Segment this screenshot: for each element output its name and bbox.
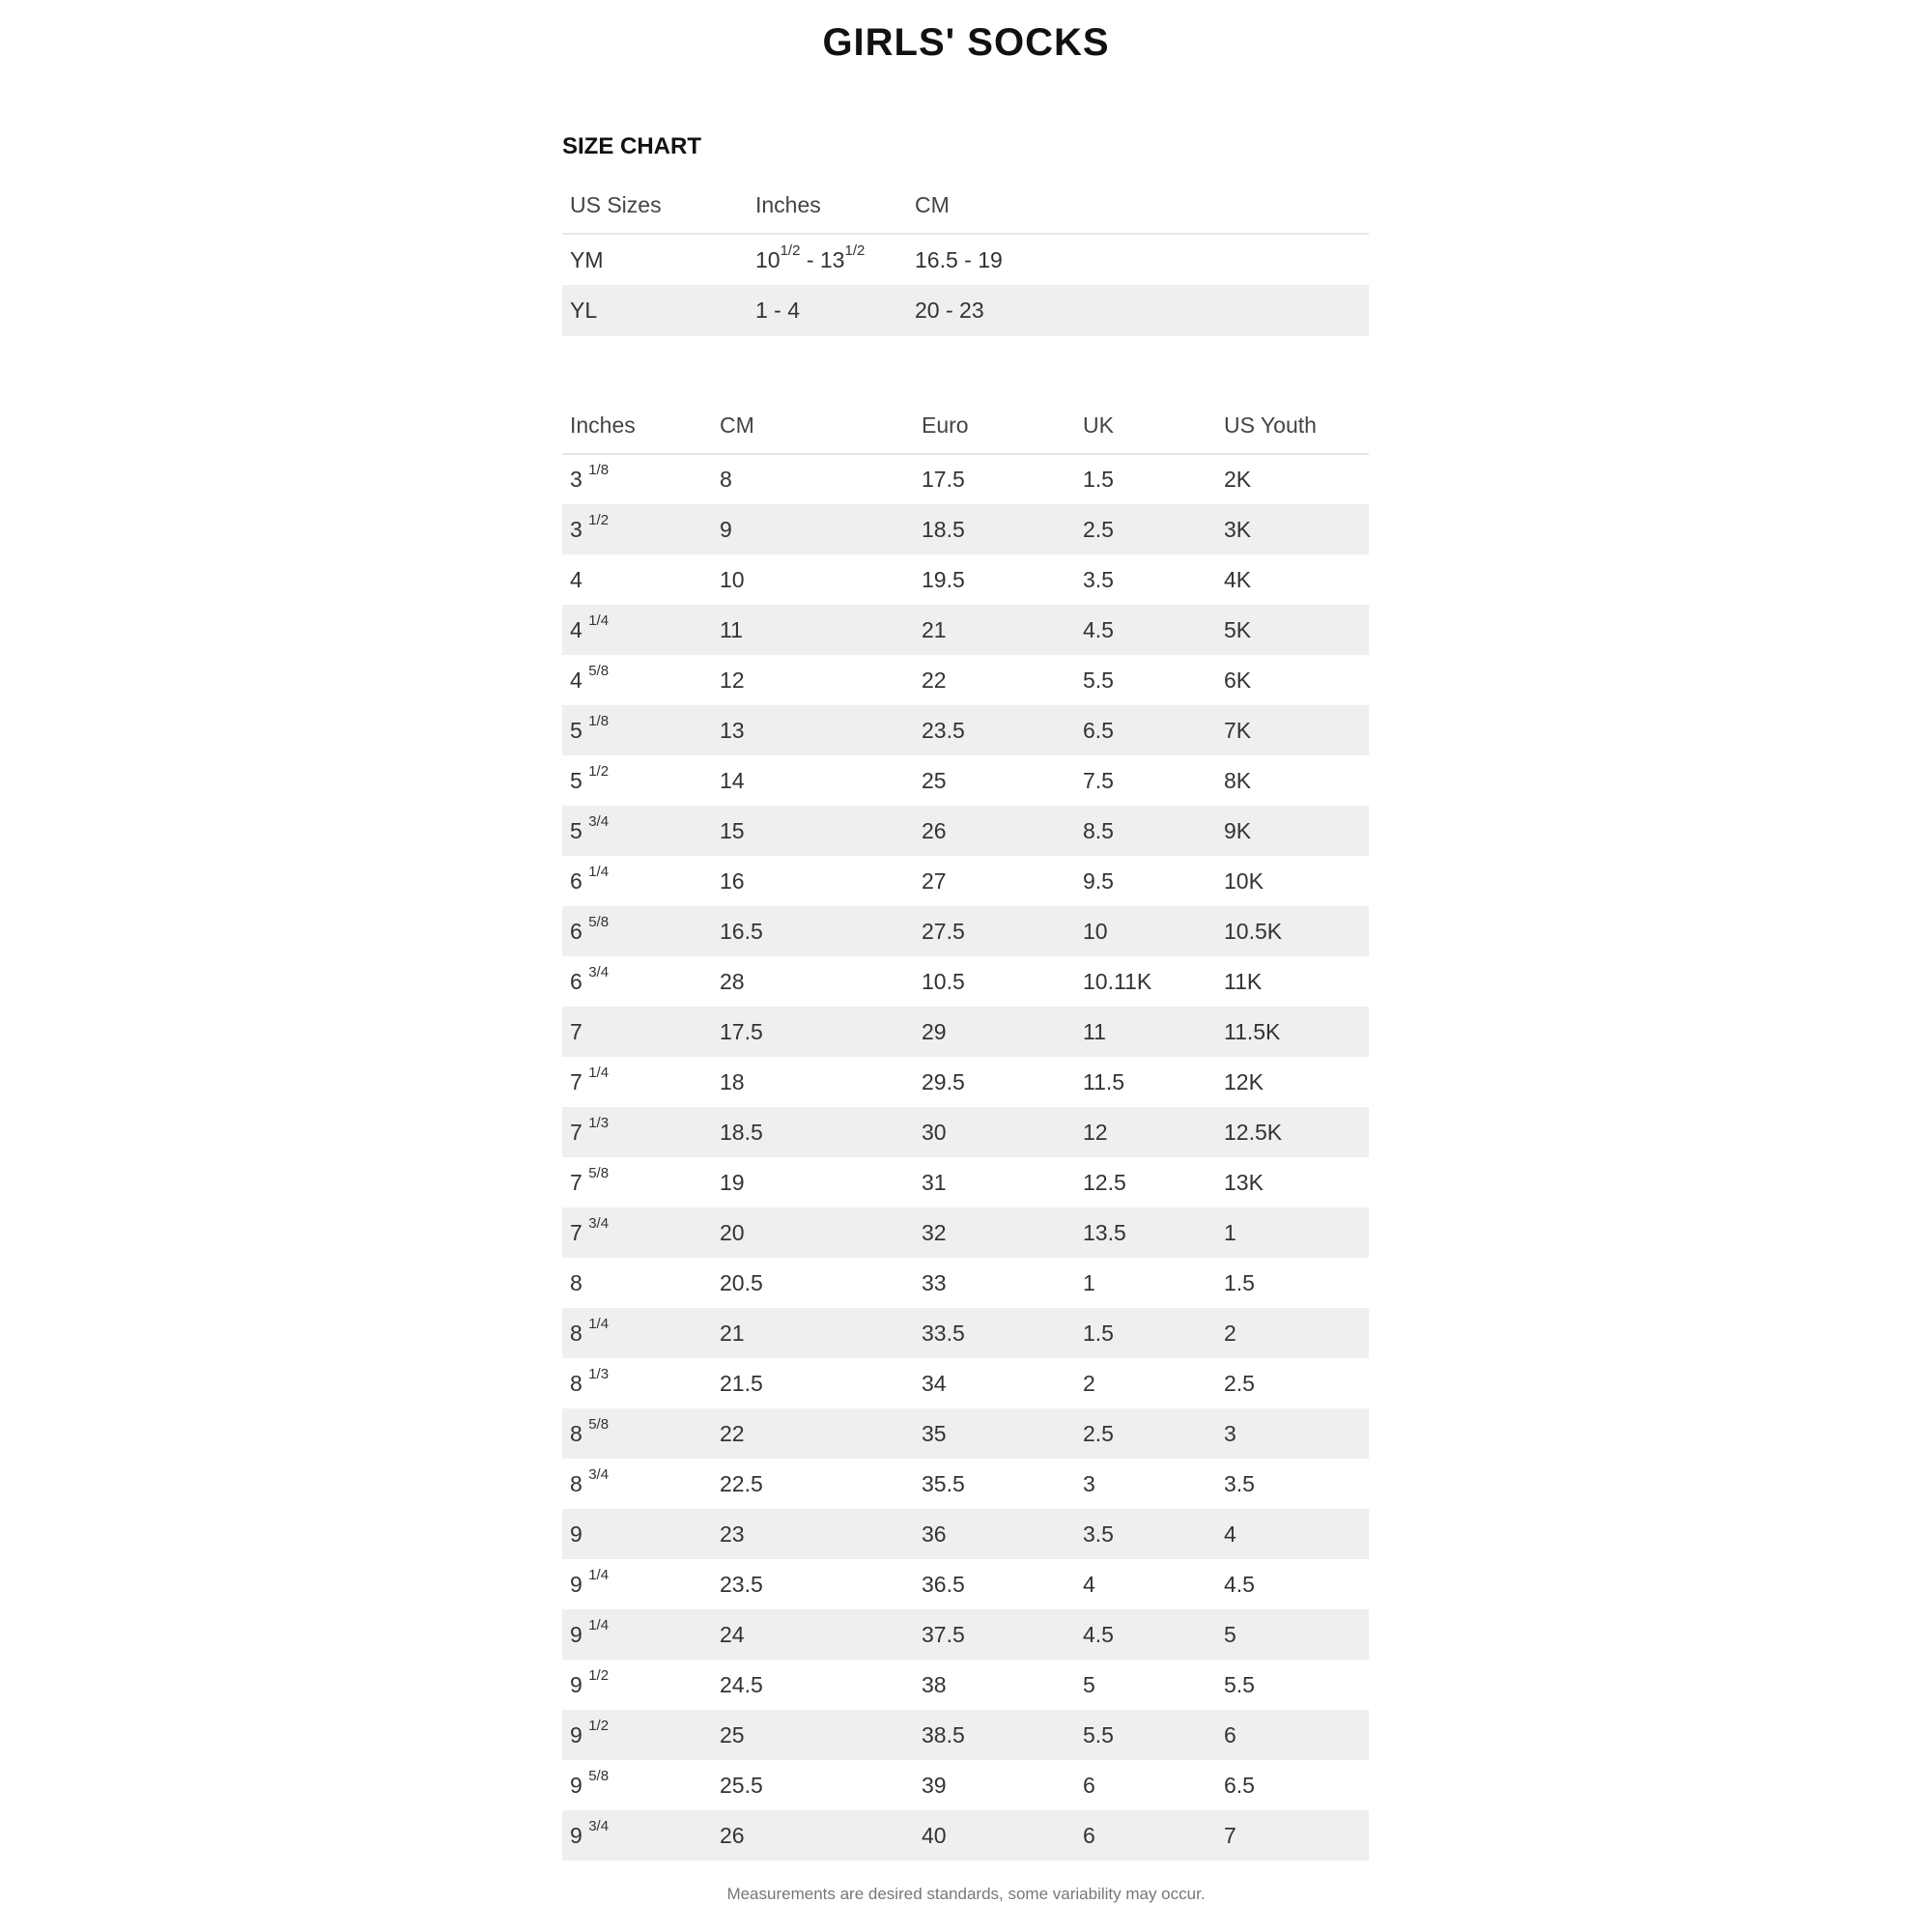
us-youth-cell: 4K bbox=[1224, 566, 1252, 592]
us-youth-cell: 2K bbox=[1224, 467, 1252, 492]
cm-cell: 18 bbox=[720, 1068, 745, 1094]
inches-fraction: 1/2 bbox=[780, 242, 801, 259]
cm-cell: 28 bbox=[720, 968, 745, 994]
inches-whole: 8 bbox=[570, 1420, 582, 1446]
inches-cell bbox=[562, 1107, 712, 1157]
inches-fraction: 1/4 bbox=[588, 1566, 610, 1583]
euro-cell: 19.5 bbox=[922, 566, 965, 592]
conversion-row bbox=[562, 806, 1369, 856]
inches-whole: 8 bbox=[570, 1320, 582, 1346]
cm-cell: 8 bbox=[720, 467, 732, 492]
cm-cell: 25 bbox=[712, 1710, 914, 1760]
inches-fraction: 1/2 bbox=[588, 511, 610, 528]
euro-cell: 33 bbox=[922, 1269, 947, 1295]
euro-cell: 36.5 bbox=[922, 1571, 965, 1597]
inches-range-cell bbox=[748, 285, 907, 336]
us-youth-cell: 6.5 bbox=[1224, 1772, 1255, 1798]
inches-fraction: 3/4 bbox=[588, 1817, 610, 1834]
inches-fraction: 1/4 bbox=[588, 1616, 610, 1634]
column-header-inches: Inches bbox=[562, 398, 712, 454]
uk-cell: 13.5 bbox=[1075, 1208, 1216, 1258]
euro-cell: 26 bbox=[914, 806, 1075, 856]
conversion-row bbox=[562, 454, 1369, 504]
conversion-row bbox=[562, 1660, 1369, 1710]
uk-cell: 5.5 bbox=[1075, 1710, 1216, 1760]
cm-range-cell: 20 - 23 bbox=[907, 285, 1369, 336]
us-youth-cell: 3K bbox=[1216, 504, 1369, 554]
conversion-row bbox=[562, 1710, 1369, 1760]
uk-cell: 4 bbox=[1083, 1571, 1095, 1597]
us-youth-cell: 13K bbox=[1224, 1169, 1264, 1195]
inches-cell bbox=[562, 1408, 712, 1459]
inches-whole: 8 bbox=[570, 1370, 582, 1396]
inches-whole: 9 bbox=[570, 1772, 582, 1798]
inches-cell bbox=[562, 1208, 712, 1258]
inches-fraction: 1/2 bbox=[588, 1717, 610, 1734]
column-header-euro: Euro bbox=[914, 398, 1075, 454]
inches-fraction: 1/4 bbox=[588, 1315, 610, 1332]
uk-cell: 10.11K bbox=[1083, 968, 1152, 994]
inches-value: 1 - 4 bbox=[755, 298, 801, 323]
uk-cell: 8.5 bbox=[1075, 806, 1216, 856]
inches-cell bbox=[562, 755, 712, 806]
inches-cell bbox=[562, 1559, 712, 1609]
euro-cell: 33.5 bbox=[914, 1308, 1075, 1358]
inches-whole: 3 bbox=[570, 467, 582, 492]
uk-cell: 3.5 bbox=[1075, 1509, 1216, 1559]
conversion-chart-header-row bbox=[562, 398, 1369, 454]
column-header-uk: UK bbox=[1075, 398, 1216, 454]
us-youth-cell: 1 bbox=[1216, 1208, 1369, 1258]
euro-cell: 34 bbox=[922, 1370, 947, 1396]
uk-cell: 11 bbox=[1075, 1007, 1216, 1057]
cm-cell: 20 bbox=[712, 1208, 914, 1258]
inches-cell bbox=[562, 1308, 712, 1358]
cm-cell: 26 bbox=[712, 1810, 914, 1861]
inches-fraction: 3/4 bbox=[588, 812, 610, 830]
uk-cell: 7.5 bbox=[1083, 767, 1114, 793]
conversion-row bbox=[562, 906, 1369, 956]
inches-whole: 8 bbox=[570, 1269, 582, 1295]
euro-cell: 35.5 bbox=[922, 1470, 965, 1496]
inches-fraction: 3/4 bbox=[588, 1214, 610, 1232]
cm-cell: 23.5 bbox=[720, 1571, 763, 1597]
inches-whole: 6 bbox=[570, 918, 582, 944]
conversion-row bbox=[562, 956, 1369, 1007]
euro-cell: 29.5 bbox=[922, 1068, 965, 1094]
conversion-row bbox=[562, 554, 1369, 605]
us-youth-cell: 7K bbox=[1216, 705, 1369, 755]
column-header-cm: CM bbox=[712, 398, 914, 454]
inches-cell bbox=[562, 1609, 712, 1660]
euro-cell: 25 bbox=[922, 767, 947, 793]
uk-cell: 12.5 bbox=[1083, 1169, 1126, 1195]
inches-whole: 3 bbox=[570, 516, 582, 542]
uk-cell: 3.5 bbox=[1083, 566, 1114, 592]
inches-cell bbox=[562, 856, 712, 906]
inches-whole: 9 bbox=[570, 1571, 582, 1597]
uk-cell: 2.5 bbox=[1075, 1408, 1216, 1459]
us-youth-cell: 5 bbox=[1216, 1609, 1369, 1660]
euro-cell: 27 bbox=[922, 867, 947, 894]
uk-cell: 1.5 bbox=[1075, 1308, 1216, 1358]
inches-fraction: 1/2 bbox=[588, 1666, 610, 1684]
euro-cell: 37.5 bbox=[914, 1609, 1075, 1660]
cm-cell: 24 bbox=[712, 1609, 914, 1660]
size-chart-row bbox=[562, 234, 1369, 285]
cm-cell: 16.5 bbox=[712, 906, 914, 956]
inches-fraction: 1/3 bbox=[588, 1114, 610, 1131]
euro-cell: 22 bbox=[922, 667, 947, 693]
inches-fraction: 5/8 bbox=[588, 662, 610, 679]
inches-cell bbox=[562, 1157, 712, 1208]
inches-whole: 5 bbox=[570, 767, 582, 793]
conversion-row bbox=[562, 1157, 1369, 1208]
inches-cell bbox=[562, 1760, 712, 1810]
cm-cell: 21 bbox=[712, 1308, 914, 1358]
us-youth-cell: 2.5 bbox=[1224, 1370, 1255, 1396]
inches-cell bbox=[562, 1660, 712, 1710]
conversion-row bbox=[562, 1509, 1369, 1559]
conversion-row bbox=[562, 1810, 1369, 1861]
conversion-row bbox=[562, 1308, 1369, 1358]
cm-cell: 18.5 bbox=[712, 1107, 914, 1157]
uk-cell: 9.5 bbox=[1083, 867, 1114, 894]
inches-fraction: 1/8 bbox=[588, 462, 610, 478]
conversion-row bbox=[562, 605, 1369, 655]
uk-cell: 12 bbox=[1075, 1107, 1216, 1157]
uk-cell: 11.5 bbox=[1083, 1068, 1125, 1094]
inches-fraction: 1/4 bbox=[588, 611, 610, 629]
us-youth-cell: 11K bbox=[1224, 968, 1263, 994]
us-youth-cell: 10.5K bbox=[1216, 906, 1369, 956]
uk-cell: 1 bbox=[1083, 1269, 1095, 1295]
us-size-cell: YM bbox=[570, 246, 604, 272]
cm-cell: 12 bbox=[720, 667, 745, 693]
size-chart-header-row bbox=[562, 178, 1369, 234]
inches-whole: 7 bbox=[570, 1219, 582, 1245]
inches-fraction: 5/8 bbox=[588, 1415, 610, 1433]
cm-cell: 24.5 bbox=[720, 1671, 763, 1697]
cm-cell: 19 bbox=[720, 1169, 745, 1195]
uk-cell: 6.5 bbox=[1075, 705, 1216, 755]
conversion-row bbox=[562, 1358, 1369, 1408]
euro-cell: 23.5 bbox=[914, 705, 1075, 755]
us-youth-cell: 7 bbox=[1216, 1810, 1369, 1861]
inches-cell bbox=[562, 655, 712, 705]
inches-whole: 7 bbox=[570, 1068, 582, 1094]
conversion-row bbox=[562, 705, 1369, 755]
euro-cell: 39 bbox=[922, 1772, 947, 1798]
conversion-row bbox=[562, 1208, 1369, 1258]
inches-value: 10 bbox=[755, 246, 781, 272]
inches-whole: 9 bbox=[570, 1621, 582, 1647]
inches-cell bbox=[562, 1509, 712, 1559]
uk-cell: 10 bbox=[1075, 906, 1216, 956]
cm-cell: 25.5 bbox=[720, 1772, 763, 1798]
uk-cell: 1.5 bbox=[1083, 467, 1114, 492]
uk-cell: 2 bbox=[1083, 1370, 1095, 1396]
conversion-row bbox=[562, 1107, 1369, 1157]
conversion-row bbox=[562, 1559, 1369, 1609]
uk-cell: 6 bbox=[1075, 1810, 1216, 1861]
column-header-cm: CM bbox=[907, 178, 1369, 234]
inches-cell bbox=[562, 806, 712, 856]
us-youth-cell: 4 bbox=[1216, 1509, 1369, 1559]
us-youth-cell: 4.5 bbox=[1224, 1571, 1255, 1597]
column-header-us-youth: US Youth bbox=[1216, 398, 1369, 454]
inches-whole: 9 bbox=[570, 1671, 582, 1697]
column-header-inches: Inches bbox=[748, 178, 907, 234]
conversion-row bbox=[562, 1408, 1369, 1459]
inches-fraction: 5/8 bbox=[588, 913, 610, 930]
cm-cell: 22.5 bbox=[720, 1470, 763, 1496]
inches-fraction: 1/4 bbox=[588, 1064, 610, 1081]
inches-range-cell bbox=[748, 234, 907, 285]
euro-cell: 38 bbox=[922, 1671, 947, 1697]
inches-whole: 8 bbox=[570, 1470, 582, 1496]
conversion-row bbox=[562, 1258, 1369, 1308]
inches-whole: 6 bbox=[570, 968, 582, 994]
inches-whole: 4 bbox=[570, 566, 582, 592]
us-youth-cell: 6 bbox=[1216, 1710, 1369, 1760]
cm-cell: 10 bbox=[720, 566, 745, 592]
cm-cell: 20.5 bbox=[720, 1269, 763, 1295]
inches-cell bbox=[562, 1358, 712, 1408]
inches-cell bbox=[562, 1810, 712, 1861]
inches-whole: 7 bbox=[570, 1018, 582, 1044]
inches-whole: 7 bbox=[570, 1119, 582, 1145]
inches-cell bbox=[562, 554, 712, 605]
conversion-row bbox=[562, 655, 1369, 705]
us-youth-cell: 8K bbox=[1224, 767, 1252, 793]
inches-cell bbox=[562, 1258, 712, 1308]
inches-whole: 5 bbox=[570, 717, 582, 743]
euro-cell: 17.5 bbox=[922, 467, 965, 492]
us-youth-cell: 6K bbox=[1224, 667, 1252, 693]
size-chart-title: SIZE CHART bbox=[562, 133, 701, 159]
conversion-chart-table bbox=[562, 398, 1369, 1861]
inches-cell bbox=[562, 504, 712, 554]
inches-whole: 4 bbox=[570, 667, 582, 693]
measurement-footnote: Measurements are desired standards, some variability may occur. bbox=[726, 1885, 1206, 1903]
conversion-row bbox=[562, 1459, 1369, 1509]
us-youth-cell: 2 bbox=[1216, 1308, 1369, 1358]
euro-cell: 38.5 bbox=[914, 1710, 1075, 1760]
uk-cell: 5 bbox=[1083, 1671, 1095, 1697]
us-youth-cell: 12K bbox=[1224, 1068, 1264, 1094]
cm-cell: 9 bbox=[712, 504, 914, 554]
inches-whole: 5 bbox=[570, 817, 582, 843]
uk-cell: 2.5 bbox=[1075, 504, 1216, 554]
conversion-row bbox=[562, 1760, 1369, 1810]
us-size-cell: YL bbox=[562, 285, 748, 336]
inches-cell bbox=[562, 906, 712, 956]
euro-cell: 30 bbox=[914, 1107, 1075, 1157]
inches-fraction: 1/8 bbox=[588, 712, 610, 729]
us-youth-cell: 5.5 bbox=[1224, 1671, 1255, 1697]
cm-cell: 21.5 bbox=[720, 1370, 763, 1396]
us-youth-cell: 3 bbox=[1216, 1408, 1369, 1459]
conversion-row bbox=[562, 1007, 1369, 1057]
inches-fraction: 1/3 bbox=[588, 1365, 610, 1382]
cm-cell: 14 bbox=[720, 767, 745, 793]
us-youth-cell: 10K bbox=[1224, 867, 1264, 894]
inches-cell bbox=[562, 1710, 712, 1760]
uk-cell: 4.5 bbox=[1075, 1609, 1216, 1660]
us-youth-cell: 11.5K bbox=[1216, 1007, 1369, 1057]
inches-cell bbox=[562, 1459, 712, 1509]
inches-whole: 9 bbox=[570, 1721, 582, 1747]
inches-fraction: 1/4 bbox=[588, 863, 610, 880]
inches-fraction: 1/2 bbox=[844, 242, 866, 259]
us-youth-cell: 3.5 bbox=[1224, 1470, 1255, 1496]
inches-whole: 4 bbox=[570, 616, 582, 642]
cm-range-cell: 16.5 - 19 bbox=[915, 246, 1003, 272]
inches-whole: 9 bbox=[570, 1520, 582, 1547]
column-header-us-sizes: US Sizes bbox=[562, 178, 748, 234]
inches-whole: 6 bbox=[570, 867, 582, 894]
size-chart-row bbox=[562, 285, 1369, 336]
cm-cell: 22 bbox=[712, 1408, 914, 1459]
inches-fraction: 1/2 bbox=[588, 762, 610, 780]
euro-cell: 29 bbox=[914, 1007, 1075, 1057]
conversion-row bbox=[562, 856, 1369, 906]
inches-cell bbox=[562, 1007, 712, 1057]
cm-cell: 13 bbox=[712, 705, 914, 755]
uk-cell: 4.5 bbox=[1075, 605, 1216, 655]
inches-cell bbox=[562, 705, 712, 755]
inches-fraction: 3/4 bbox=[588, 1465, 610, 1483]
inches-fraction: 3/4 bbox=[588, 963, 610, 980]
euro-cell: 31 bbox=[922, 1169, 947, 1195]
euro-cell: 40 bbox=[914, 1810, 1075, 1861]
cm-cell: 16 bbox=[720, 867, 745, 894]
conversion-row bbox=[562, 1609, 1369, 1660]
inches-value: - 13 bbox=[800, 246, 845, 272]
cm-cell: 23 bbox=[712, 1509, 914, 1559]
inches-cell bbox=[562, 454, 712, 504]
uk-cell: 3 bbox=[1083, 1470, 1095, 1496]
cm-cell: 17.5 bbox=[712, 1007, 914, 1057]
size-chart-table bbox=[562, 178, 1369, 336]
uk-cell: 5.5 bbox=[1083, 667, 1114, 693]
euro-cell: 36 bbox=[914, 1509, 1075, 1559]
us-youth-cell: 9K bbox=[1216, 806, 1369, 856]
inches-whole: 9 bbox=[570, 1822, 582, 1848]
page-title: GIRLS' SOCKS bbox=[822, 21, 1110, 64]
euro-cell: 21 bbox=[914, 605, 1075, 655]
inches-fraction: 5/8 bbox=[588, 1164, 610, 1181]
euro-cell: 18.5 bbox=[914, 504, 1075, 554]
us-youth-cell: 5K bbox=[1216, 605, 1369, 655]
inches-cell bbox=[562, 956, 712, 1007]
us-youth-cell: 12.5K bbox=[1216, 1107, 1369, 1157]
cm-cell: 15 bbox=[712, 806, 914, 856]
euro-cell: 32 bbox=[914, 1208, 1075, 1258]
cm-cell: 11 bbox=[712, 605, 914, 655]
us-youth-cell: 1.5 bbox=[1224, 1269, 1255, 1295]
conversion-row bbox=[562, 1057, 1369, 1107]
euro-cell: 27.5 bbox=[914, 906, 1075, 956]
uk-cell: 6 bbox=[1083, 1772, 1095, 1798]
conversion-row bbox=[562, 504, 1369, 554]
conversion-row bbox=[562, 755, 1369, 806]
euro-cell: 10.5 bbox=[922, 968, 965, 994]
inches-fraction: 5/8 bbox=[588, 1767, 610, 1784]
inches-cell bbox=[562, 1057, 712, 1107]
inches-whole: 7 bbox=[570, 1169, 582, 1195]
inches-cell bbox=[562, 605, 712, 655]
euro-cell: 35 bbox=[914, 1408, 1075, 1459]
